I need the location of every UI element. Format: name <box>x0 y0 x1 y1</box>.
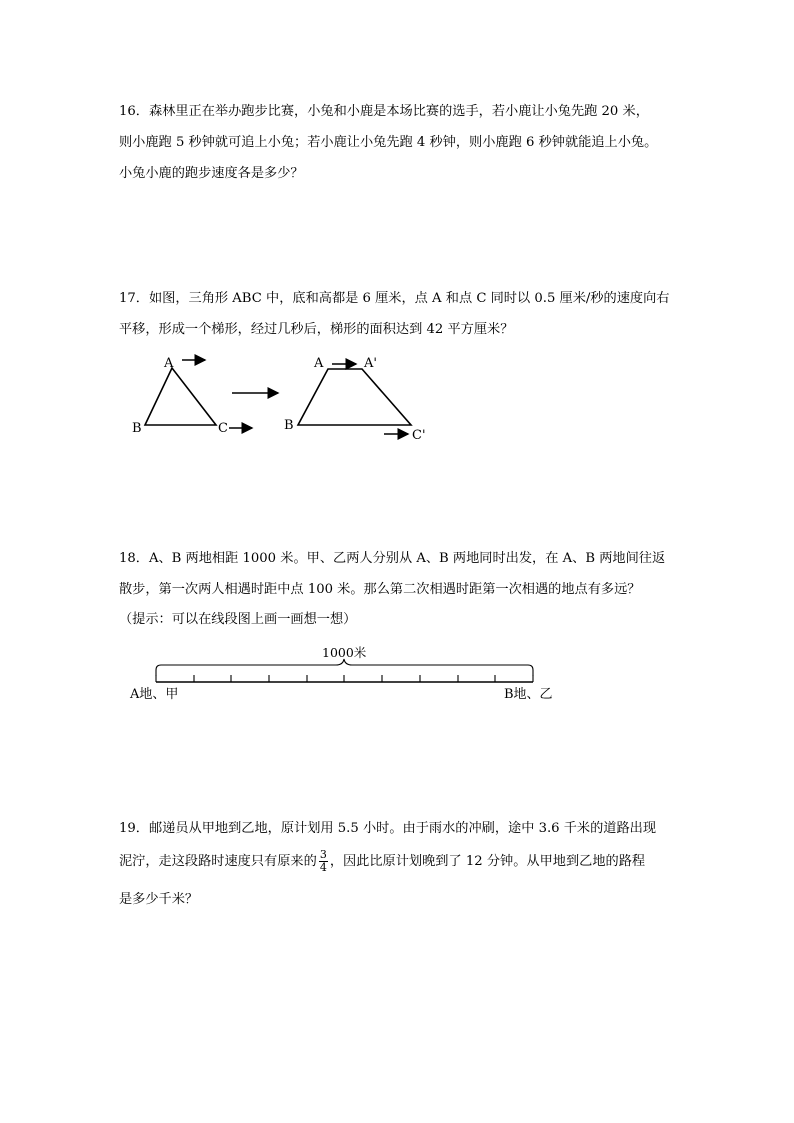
triangle-abc <box>145 368 216 425</box>
fraction-numerator: 3 <box>319 848 327 861</box>
q19-line-3: 是多少千米？ <box>119 892 199 907</box>
q19-line-2 <box>119 847 645 877</box>
brace <box>156 659 533 676</box>
q18-line-2: 散步，第一次两人相遇时距中点 100 米。那么第二次相遇时距第一次相遇的地点有多远？ <box>119 582 641 597</box>
q19-line-1: 19．邮递员从甲地到乙地，原计划用 5.5 小时。由于雨水的冲刷，途中 3.6 千米的道路出现 <box>119 821 657 836</box>
q18-line-3: （提示：可以在线段图上画一画想一想） <box>119 612 357 627</box>
trapezoid-label-a: A <box>314 356 324 371</box>
triangle-label-c: C <box>218 421 228 436</box>
trapezoid-label-b: B <box>284 418 294 433</box>
label-a-jia: A地、甲 <box>130 687 179 702</box>
q19-line-2-after: ，因此比原计划晚到了 12 分钟。从甲地到乙地的路程 <box>329 854 646 869</box>
q17-line-1: 17．如图，三角形 ABC 中，底和高都是 6 厘米，点 A 和点 C 同时以 0.5 厘米/秒的速度向右 <box>119 291 670 306</box>
triangle-label-a: A <box>164 356 174 371</box>
total-distance-label: 1000米 <box>322 645 367 660</box>
triangle-label-b: B <box>132 421 142 436</box>
segment-ticks <box>156 675 533 682</box>
q16-line-3: 小兔小鹿的跑步速度各是多少？ <box>119 166 304 181</box>
q16-line-2: 则小鹿跑 5 秒钟就可追上小兔；若小鹿让小兔先跑 4 秒钟，则小鹿跑 6 秒钟就能追上小兔。 <box>119 135 658 150</box>
q16-line-1: 16．森林里正在举办跑步比赛，小兔和小鹿是本场比赛的选手，若小鹿让小兔先跑 20 米， <box>119 104 649 119</box>
trapezoid <box>298 369 411 425</box>
trapezoid-label-c-prime: C' <box>412 428 426 443</box>
q18-line-1: 18．A、B 两地相距 1000 米。甲、乙两人分别从 A、B 两地同时出发，在 A、B 两地间往返 <box>119 551 666 566</box>
label-b-yi: B地、乙 <box>504 687 553 702</box>
q18-segment-diagram <box>126 640 566 706</box>
fraction-three-quarters <box>319 849 328 874</box>
q17-line-2: 平移，形成一个梯形，经过几秒后，梯形的面积达到 42 平方厘米？ <box>119 322 514 337</box>
q17-figure <box>128 350 438 450</box>
q19-line-2-before: 泥泞，走这段路时速度只有原来的 <box>119 854 317 869</box>
fraction-denominator: 4 <box>319 861 327 874</box>
trapezoid-label-a-prime: A' <box>364 356 377 371</box>
